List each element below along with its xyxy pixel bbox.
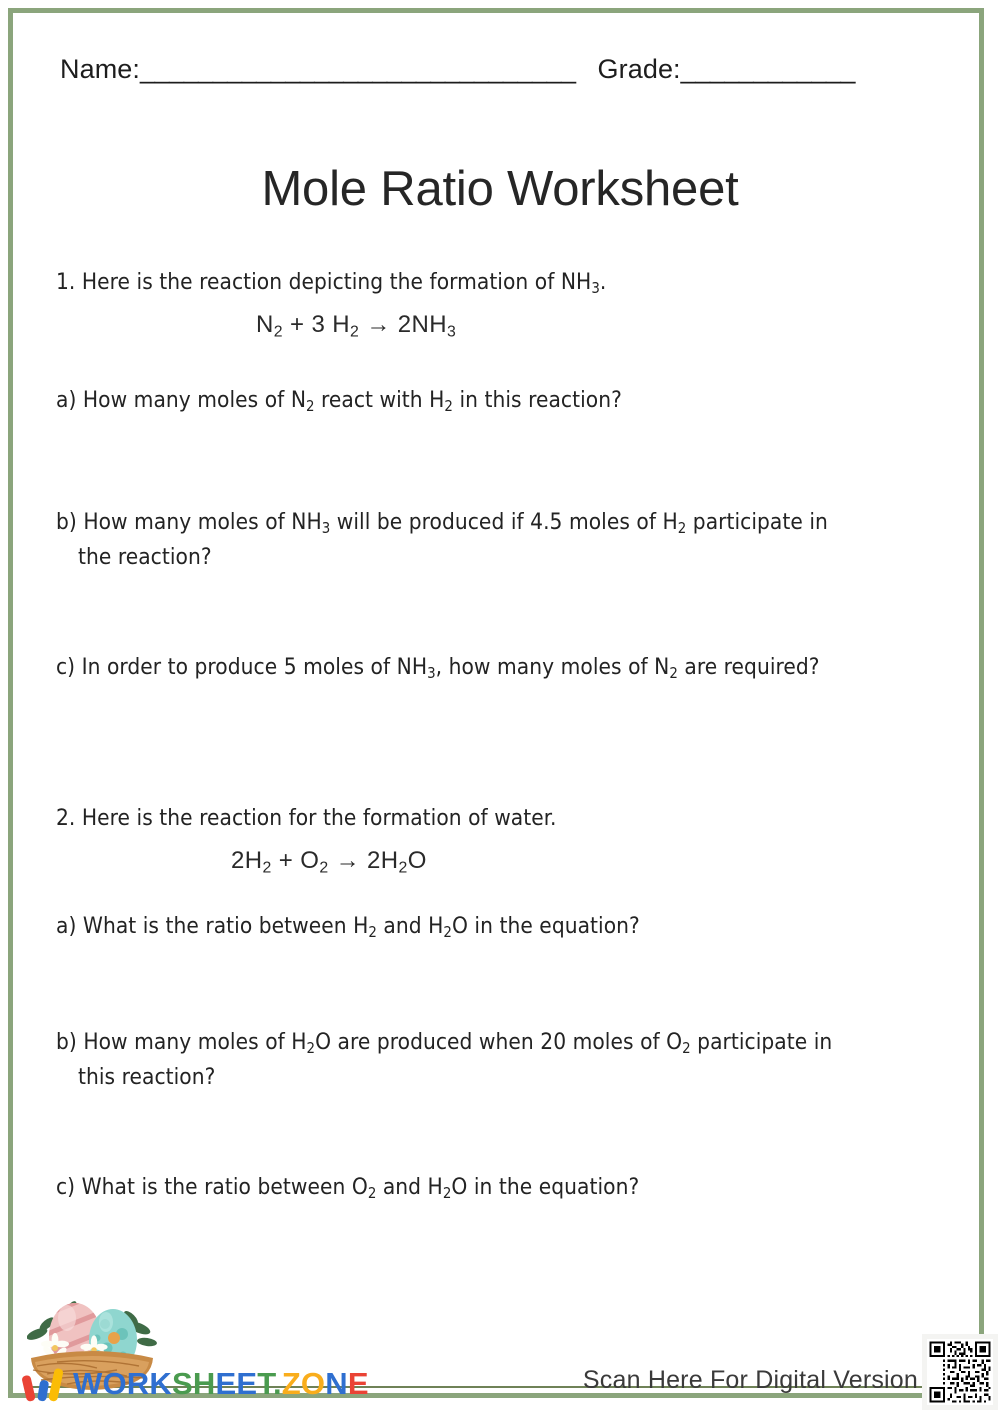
question-1-part-a xyxy=(56,383,936,417)
q2c-seg3: O in the equation? xyxy=(451,1173,640,1200)
q2b-seg2: O are produced when 20 moles of O xyxy=(315,1029,683,1056)
brand-h: H xyxy=(192,1366,216,1401)
name-blank-rule[interactable]: ______________________________ xyxy=(140,54,576,84)
question-1 xyxy=(56,268,936,684)
q1a-sub2: 2 xyxy=(444,397,453,416)
brand-r: R xyxy=(126,1366,150,1401)
grade-field[interactable] xyxy=(598,54,855,85)
q1b-sub2: 2 xyxy=(677,519,687,538)
q1c-seg3: are required? xyxy=(677,653,820,680)
page-footer xyxy=(0,1294,1000,1414)
page-title: Mole Ratio Worksheet xyxy=(261,161,739,216)
brand-t: T xyxy=(257,1366,273,1401)
question-2-part-a xyxy=(56,909,936,943)
q2a-seg3: O in the equation? xyxy=(451,913,640,940)
question-2-part-c xyxy=(56,1170,936,1204)
eq1-sub-1: 2 xyxy=(273,323,283,341)
q2b-sub2: 2 xyxy=(682,1039,691,1058)
q2a-sub1: 2 xyxy=(368,923,377,942)
eq2-sub-1: 2 xyxy=(262,859,272,877)
question-1-stem xyxy=(56,268,936,297)
q1b-sub1: 3 xyxy=(321,519,331,538)
q2b-seg3: participate in xyxy=(690,1029,833,1056)
q1a-seg3: in this reaction? xyxy=(452,387,622,414)
eq1-product-nh: → 2NH xyxy=(359,311,447,339)
question-1-stem-text: 1. Here is the reaction depicting the formation of NH xyxy=(56,269,592,295)
qr-code[interactable] xyxy=(922,1334,998,1410)
question-1-equation xyxy=(56,311,936,339)
brand-e3: E xyxy=(347,1366,369,1401)
question-2-stem: 2. Here is the reaction for the formation of water. xyxy=(56,805,557,831)
brand-o: O xyxy=(102,1366,127,1401)
eq1-reactant-n: N xyxy=(256,311,274,339)
question-1-stem-subscript: 3 xyxy=(591,279,600,298)
grade-label: Grade: xyxy=(597,54,681,84)
brand-e2: E xyxy=(236,1366,258,1401)
q1a-seg1: a) How many moles of N xyxy=(56,387,307,414)
question-1-part-b xyxy=(56,505,936,573)
eq1-sub-3: 3 xyxy=(447,323,457,341)
q1b-seg2: will be produced if 4.5 moles of H xyxy=(330,509,678,536)
q2a-seg2: and H xyxy=(376,913,444,940)
brand-dot: . xyxy=(272,1366,282,1401)
q1a-seg2: react with H xyxy=(314,387,445,414)
brand-w: W xyxy=(73,1366,103,1401)
q1c-seg2: , how many moles of N xyxy=(435,653,670,680)
q2c-seg1: c) What is the ratio between O xyxy=(56,1173,368,1200)
eq2-reactant-o: + O xyxy=(271,847,320,875)
q2c-seg2: and H xyxy=(376,1173,443,1200)
brand-wordmark xyxy=(73,1366,369,1402)
brand-e1: E xyxy=(215,1366,237,1401)
question-2-part-b xyxy=(56,1025,936,1093)
eq2-sub-3: 2 xyxy=(398,859,408,877)
q1b-seg3: participate in xyxy=(686,509,828,536)
q2b-line2: this reaction? xyxy=(78,1063,216,1090)
eq2-sub-2: 2 xyxy=(319,859,329,877)
q2b-seg1: b) How many moles of H xyxy=(56,1029,307,1056)
q2c-sub2: 2 xyxy=(442,1183,452,1202)
q1b-seg1: b) How many moles of NH xyxy=(56,509,322,536)
question-1-stem-period: . xyxy=(599,269,607,295)
q1c-sub1: 3 xyxy=(427,663,436,682)
q2b-sub1: 2 xyxy=(306,1039,316,1058)
grade-blank-rule[interactable]: ____________ xyxy=(680,54,855,84)
eq1-sub-2: 2 xyxy=(350,323,360,341)
eq2-product-o: O xyxy=(407,847,427,875)
eq2-product-h: → 2H xyxy=(328,847,399,875)
brand-k: K xyxy=(149,1366,172,1401)
brand-mark-icon xyxy=(27,1367,67,1401)
worksheet-content xyxy=(56,268,936,1204)
name-field[interactable] xyxy=(60,54,576,85)
worksheet-zone-logo[interactable] xyxy=(27,1364,369,1404)
q2a-sub2: 2 xyxy=(443,923,452,942)
q2c-sub1: 2 xyxy=(367,1183,377,1202)
student-info-header xyxy=(60,54,940,96)
q1c-seg1: c) In order to produce 5 moles of NH xyxy=(56,653,428,680)
question-2-equation xyxy=(56,847,936,875)
question-1-part-c xyxy=(56,650,936,684)
q1c-sub2: 2 xyxy=(669,663,678,682)
eq1-reactant-h: + 3 H xyxy=(282,311,351,339)
brand-o2: O xyxy=(300,1366,326,1401)
q1b-line2: the reaction? xyxy=(78,543,212,570)
brand-z: Z xyxy=(281,1366,301,1401)
question-2 xyxy=(56,804,936,1204)
name-label: Name: xyxy=(60,54,141,84)
scan-here-caption: Scan Here For Digital Version xyxy=(582,1366,918,1394)
brand-n: N xyxy=(325,1366,348,1401)
brand-s: S xyxy=(171,1366,193,1401)
q1a-sub1: 2 xyxy=(306,397,315,416)
q2a-seg1: a) What is the ratio between H xyxy=(56,913,369,940)
eq2-reactant-h: 2H xyxy=(231,847,263,875)
